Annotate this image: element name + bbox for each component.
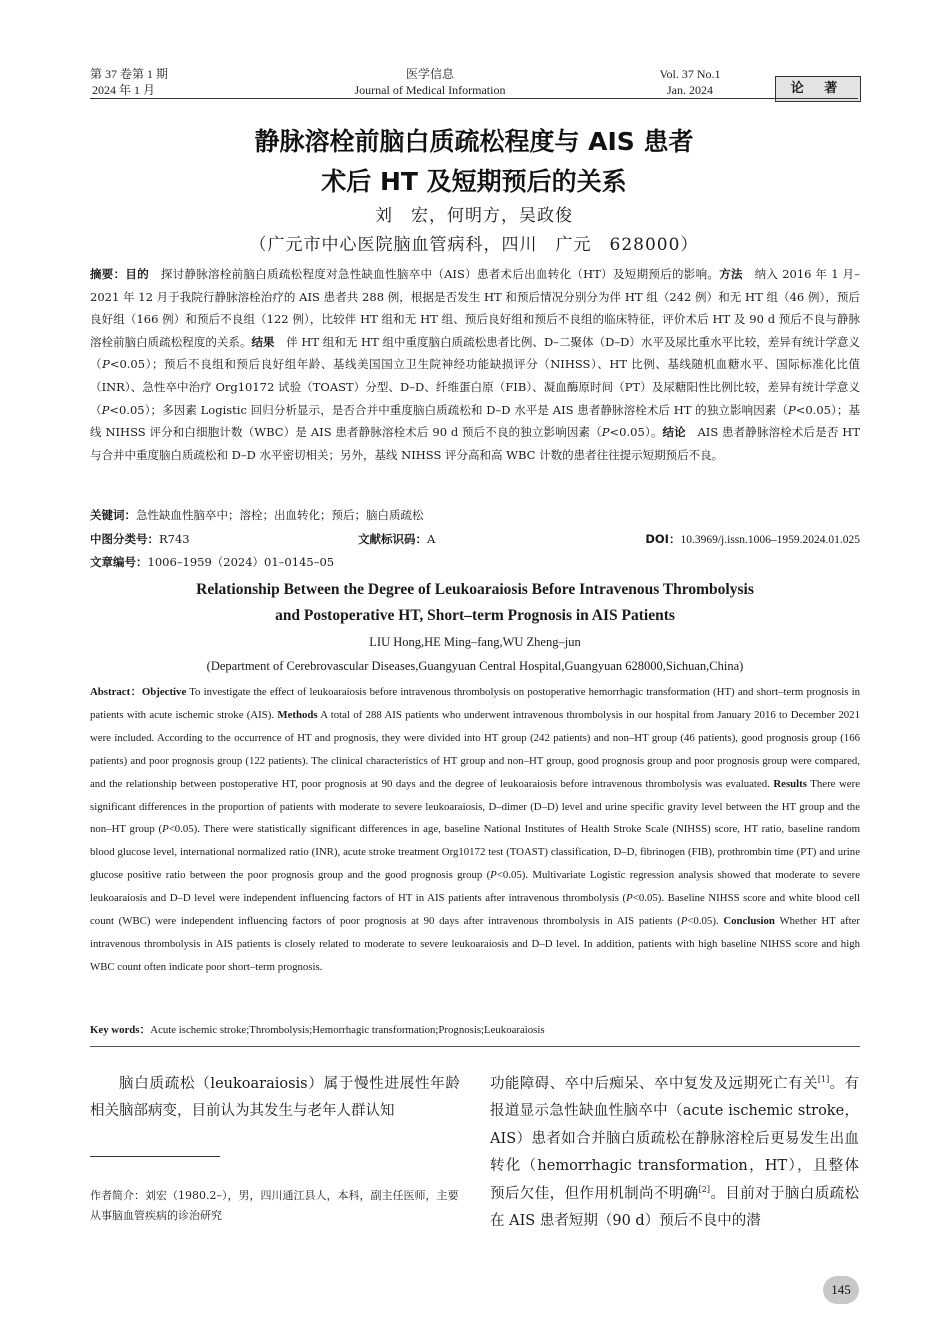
doi-label: DOI： xyxy=(645,532,681,546)
abstract-en-methods-label: Methods xyxy=(277,708,318,721)
clc-value: R743 xyxy=(159,532,190,546)
doi-value: 10.3969/j.issn.1006–1959.2024.01.025 xyxy=(680,534,860,546)
citation-2: [2] xyxy=(698,1184,710,1194)
abstract-cn-objective-label: 目的 xyxy=(125,267,150,281)
abstract-en-p-4: P xyxy=(680,915,688,928)
body-right-text-1: 功能障碍、卒中后痴呆、卒中复发及远期死亡有关 xyxy=(490,1076,818,1092)
abstract-cn-results-2: <0.05）；预后不良组和预后良好组年龄、基线美国国立卫生院神经功能缺损评分（NIHSS）、HT 比例、基线随机血糖水平、国际标准化比值（INR）、急性卒中治疗 Org10172 试验（TOAST）分型、D–D、纤维蛋白原（FIB）、凝血酶原时间（PT）及尿糖阳性比例比较，差异有统计学意义（ xyxy=(90,357,861,417)
title-en-line1: Relationship Between the Degree of Leukoaraiosis Before Intravenous Thrombolysis xyxy=(196,581,754,598)
abstract-cn-p-4: P xyxy=(601,425,610,440)
body-right-text-3: 。目前对于脑白质疏松在 AIS 患者短期（90 d）预后不良中的潜 xyxy=(490,1185,860,1230)
abstract-cn-conclusion-label: 结论 xyxy=(662,425,686,440)
header-rule xyxy=(90,98,858,99)
abstract-en-conclusion: Whether HT after intravenous thrombolysis in AIS patients is closely related to moderate to severe leukoaraiosis and D–D level. In addition, patients with high baseline NIHSS score and high WBC count often indicate poor short–term prognosis. xyxy=(90,915,860,973)
abstract-separator xyxy=(90,1046,860,1047)
abstract-en-p-1: P xyxy=(162,823,169,836)
authors-cn: 刘 宏，何明方，吴政俊 xyxy=(375,206,573,226)
abstract-en-results-label: Results xyxy=(773,777,807,790)
authors-en: LIU Hong,HE Ming–fang,WU Zheng–jun xyxy=(369,635,581,649)
abstract-en-results-3: <0.05). Multivariate Logistic regression analysis showed that moderate to severe leukoaraiosis and D–D level were independent influencing factors of HT in AIS patients after intravenous thrombolysis ( xyxy=(90,869,861,905)
header-volume-en xyxy=(630,66,750,98)
abstract-en-results-2: <0.05). There were statistically significant differences in age, baseline National Institutes of Health Stroke Scale (NIHSS) score, HT ratio, baseline random blood glucose level, international normalized ratio (INR), acute stroke treatment Org10172 test (TOAST) classification, D–D, fibrinogen (FIB), prothrombin time (PT) and urine glucose positive ratio between the poor prognosis group and the good prognosis group ( xyxy=(90,823,860,882)
abstract-en-p-2: P xyxy=(490,869,497,882)
abstract-en-label: Abstract： xyxy=(90,686,142,698)
keywords-en-text: Acute ischemic stroke;Thrombolysis;Hemorrhagic transformation;Prognosis;Leukoaraiosis xyxy=(150,1024,545,1036)
abstract-en-results-1: There were significant differences in the proportion of patients with moderate to severe leukoaraiosis, D–dimer (D–D) level and urine specific gravity level between the HT group and the non–HT group ( xyxy=(90,777,860,836)
header-journal-en: Journal of Medical Information xyxy=(354,83,506,97)
doi xyxy=(560,529,860,550)
abstract-cn-conclusion: AIS 患者静脉溶栓术后是否 HT 与合并中重度脑白质疏松和 D–D 水平密切相关；另外，基线 NIHSS 评分高和高 WBC 计数的患者往往提示短期预后不良。 xyxy=(90,425,861,462)
body-right-text-2: 。有报道显示急性缺血性脑卒中（acute ischemic stroke，AIS）患者如合并脑白质疏松在静脉溶栓后更易发生出血转化（hemorrhagic transformation，HT），且整体预后欠佳，但作用机制尚不明确 xyxy=(490,1076,860,1202)
article-number xyxy=(90,552,490,572)
title-cn-line1: 静脉溶栓前脑白质疏松程度与 AIS 患者 xyxy=(254,127,694,156)
abstract-cn-results-4: <0.05）；基线 NIHSS 评分和白细胞计数（WBC）是 AIS 患者静脉溶栓术后 90 d 预后不良的独立影响因素（ xyxy=(90,402,861,440)
abstract-en xyxy=(90,681,860,979)
citation-1: [1] xyxy=(817,1075,830,1085)
header-journal xyxy=(330,66,530,98)
abstract-cn-results-3: <0.05）；多因素 Logistic 回归分析显示，是否合并中重度脑白质疏松和 D–D 水平是 AIS 患者静脉溶栓术后 HT 的独立影响因素（ xyxy=(109,402,788,417)
body-left-column: 脑白质疏松（leukoaraiosis）属于慢性进展性年龄相关脑部病变，目前认为其发生与老年人群认知 xyxy=(90,1076,460,1120)
abstract-cn-results-5: <0.05）。 xyxy=(609,425,663,440)
header-volume-en-line: Vol. 37 No.1 xyxy=(659,67,721,81)
doc-code-label: 文献标识码： xyxy=(358,532,427,546)
abstract-cn-p-2: P xyxy=(101,402,110,417)
title-cn-line2: 术后 HT 及短期预后的关系 xyxy=(321,167,627,196)
title-en-line2: and Postoperative HT, Short–term Prognosis in AIS Patients xyxy=(275,607,675,624)
keywords-cn-label: 关键词： xyxy=(90,508,136,522)
clc-label: 中图分类号： xyxy=(90,532,159,546)
abstract-cn-p-1: P xyxy=(102,357,110,372)
header-volume xyxy=(90,66,210,98)
abstract-en-methods: A total of 288 AIS patients who underwent intravenous thrombolysis in our hospital from January 2016 to December 2021 were included. According to the occurrence of HT and prognosis, they were divided into HT group (242 patients) and non–HT group (46 patients), good prognosis group (166 patients) and poor prognosis group (122 patients). The clinical characteristics of HT group and non–HT group, good prognosis group and poor prognosis group were compared, and the relationship between postoperative HT, poor prognosis at 90 days and the degree of leukoaraiosis before intravenous thrombolysis was evaluated. xyxy=(90,708,860,790)
abstract-cn-results-label: 结果 xyxy=(251,334,275,349)
keywords-en-label: Key words： xyxy=(90,1024,151,1036)
header-volume-issue: 第 37 卷第 1 期 xyxy=(90,67,169,81)
affiliation-en: (Department of Cerebrovascular Diseases,Guangyuan Central Hospital,Guangyuan 628000,Sichuan,China) xyxy=(206,659,744,673)
abstract-en-results-5: <0.05). xyxy=(687,915,719,928)
abstract-en-objective: To investigate the effect of leukoaraiosis before intravenous thrombolysis on postoperative hemorrhagic transformation (HT) and short–term prognosis in patients with acute ischemic stroke (AIS). xyxy=(90,686,860,721)
page-number: 145 xyxy=(823,1276,859,1304)
clc-number xyxy=(90,529,330,549)
footnote-rule xyxy=(90,1156,220,1157)
section-tag: 论 著 xyxy=(775,76,861,102)
abstract-en-objective-label: Objective xyxy=(141,686,187,698)
abstract-en-p-3: P xyxy=(626,892,633,905)
abstract-cn-label: 摘要： xyxy=(90,267,126,281)
keywords-cn-text: 急性缺血性脑卒中；溶栓；出血转化；预后；脑白质疏松 xyxy=(136,508,424,522)
abstract-en-conclusion-label: Conclusion xyxy=(723,915,775,928)
header-date-en: Jan. 2024 xyxy=(667,83,713,97)
keywords-cn xyxy=(90,505,860,525)
abstract-cn-methods-label: 方法 xyxy=(719,267,743,281)
header-date-cn: 2024 年 1 月 xyxy=(92,83,156,97)
abstract-cn-objective: 探讨静脉溶栓前脑白质疏松程度对急性缺血性脑卒中（AIS）患者术后出血转化（HT）及短期预后的影响。 xyxy=(160,267,720,281)
doc-code-value: A xyxy=(427,532,436,546)
header-journal-cn: 医学信息 xyxy=(405,67,454,81)
body-right-column xyxy=(490,1071,859,1235)
article-number-value: 1006–1959（2024）01–0145–05 xyxy=(147,555,335,569)
keywords-en xyxy=(90,1020,860,1040)
abstract-cn-p-3: P xyxy=(787,402,796,417)
abstract-en-results-4: <0.05). Baseline NIHSS score and white blood cell count (WBC) were independent influencing factors of poor prognosis at 90 days after intravenous thrombolysis in AIS patients ( xyxy=(90,892,860,928)
article-number-label: 文章编号： xyxy=(90,555,148,569)
author-footnote: 作者简介：刘宏（1980.2–），男，四川通江县人，本科，副主任医师，主要从事脑血管疾病的诊治研究 xyxy=(90,1189,459,1222)
doc-code xyxy=(358,529,558,549)
abstract-cn-results-1: 伴 HT 组和无 HT 组中重度脑白质疏松患者比例、D–二聚体（D–D）水平及尿比重水平比较，差异有统计学意义（ xyxy=(90,334,861,372)
abstract-cn xyxy=(90,263,860,466)
abstract-cn-methods: 纳入 2016 年 1 月–2021 年 12 月于我院行静脉溶栓治疗的 AIS 患者共 288 例，根据是否发生 HT 和预后情况分别分为伴 HT 组（242 例）和无 HT 组（46 例），预后良好组（166 例）和预后不良组（122 例），比较伴 HT 组和无 HT 组、预后良好组和预后不良组的临床特征，评价术后 HT 及 90 d 预后不良与静脉溶栓前脑白质疏松程度的关系。 xyxy=(90,267,861,349)
affiliation-cn: （广元市中心医院脑血管病科，四川 广元 628000） xyxy=(249,235,699,255)
